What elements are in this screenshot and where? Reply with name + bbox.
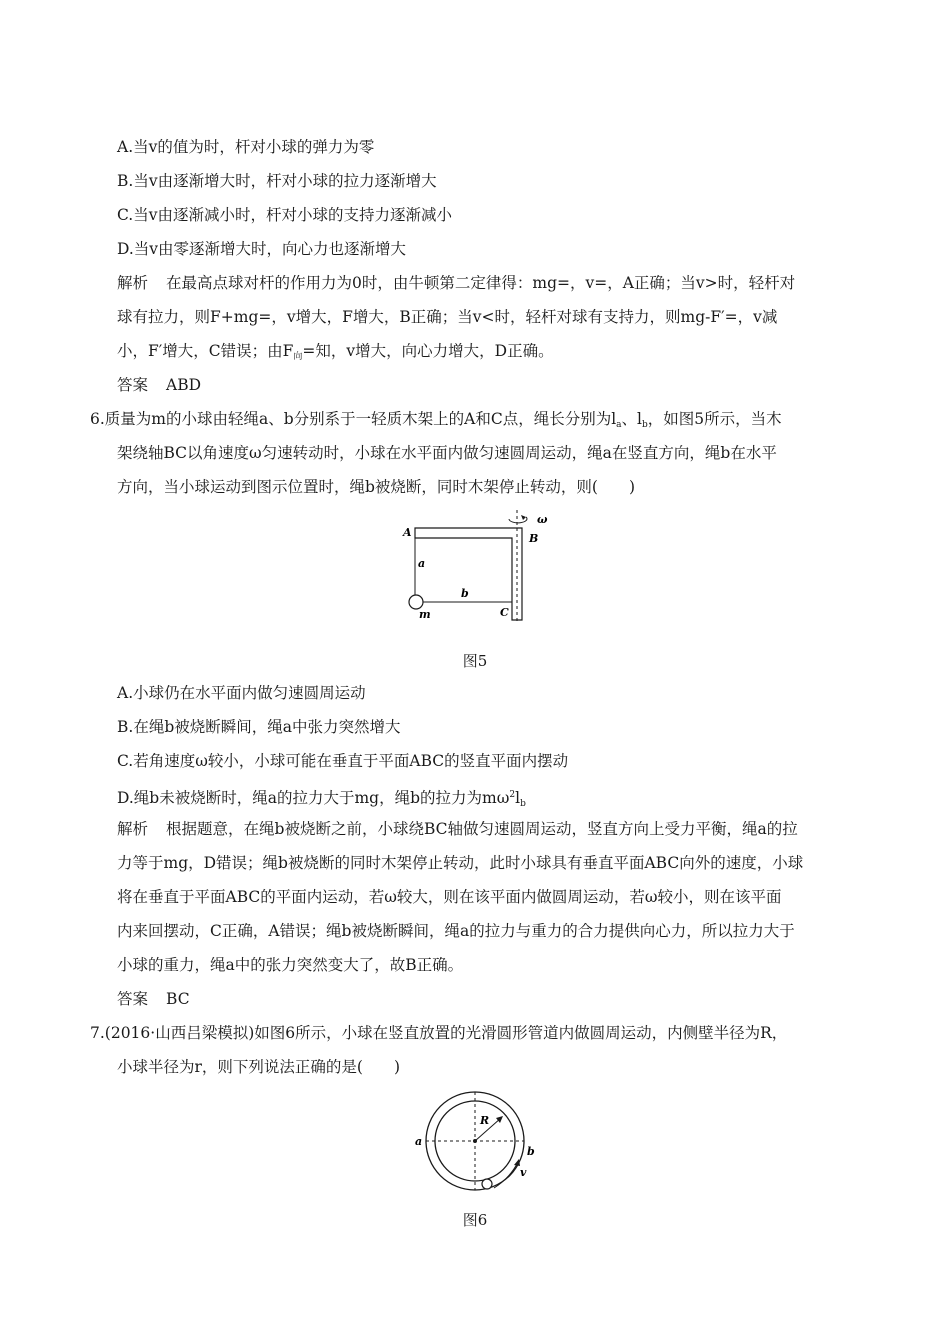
q6-analysis-label: 解析 — [117, 820, 149, 838]
q6-answer-value: BC — [166, 990, 190, 1008]
q6-stem-line-2: 架绕轴BC以角速度ω匀速转动时，小球在水平面内做匀速圆周运动，绳a在竖直方向，绳b在水平 — [117, 444, 777, 462]
q6-answer-label: 答案 — [117, 990, 149, 1008]
q5-analysis-line-3: 小，F′增大，C错误；由$F_向=$知，v增大，向心力增大，D正确。 — [117, 342, 554, 362]
label-R: R — [480, 1114, 490, 1127]
label-a: a — [415, 1135, 423, 1148]
q7-stem-line-2: 小球半径为r，则下列说法正确的是( ) — [117, 1058, 401, 1076]
q5-analysis-label: 解析 — [117, 274, 149, 292]
figure-6-caption: 图6 — [462, 1211, 488, 1229]
q6-answer — [117, 989, 190, 1009]
figure-5-caption: 图5 — [462, 652, 488, 670]
q6-option-a: A.小球仍在水平面内做匀速圆周运动 — [117, 684, 366, 702]
q5-option-c: C.当v由逐渐减小时，杆对小球的支持力逐渐减小 — [117, 206, 452, 224]
q5-analysis-line-2: 球有拉力，则F+mg=，v增大，F增大，B正确；当v<时，轻杆对球有支持力，则mg-F′=，v减 — [117, 308, 778, 326]
q6-option-b: B.在绳b被烧断瞬间，绳a中张力突然增大 — [117, 718, 401, 736]
q6-stem-line-3: 方向，当小球运动到图示位置时，绳b被烧断，同时木架停止转动，则( ) — [117, 478, 636, 496]
q7-stem-line-1: 7.(2016·山西吕梁模拟)如图6所示，小球在竖直放置的光滑圆形管道内做圆周运动，内侧壁半径为R， — [90, 1024, 788, 1042]
q6-option-d: D.绳b未被烧断时，绳a的拉力大于mg，绳b的拉力为$m\omega^2l_b$ — [117, 789, 526, 809]
q5-answer — [117, 375, 201, 395]
q6-stem-line-1: 6.质量为m的小球由轻绳a、b分别系于一轻质木架上的A和C点，绳长分别为$l_a$、$l_b$，如图5所示，当木 — [90, 410, 782, 430]
label-C: C — [500, 606, 509, 619]
q6-analysis-line-4: 内来回摆动，C正确，A错误；绳b被烧断瞬间，绳a的拉力与重力的合力提供向心力，所以拉力大于 — [117, 922, 795, 940]
ball — [482, 1179, 492, 1189]
q6-analysis-line-1: 解析 根据题意，在绳b被烧断之前，小球绕BC轴做匀速圆周运动，竖直方向上受力平衡，绳a的拉 — [117, 820, 798, 838]
ball — [409, 595, 423, 609]
q5-option-b: B.当v由逐渐增大时，杆对小球的拉力逐渐增大 — [117, 172, 437, 190]
label-A: A — [403, 526, 412, 539]
label-m: m — [419, 608, 431, 621]
label-v: v — [520, 1166, 527, 1179]
label-B: B — [529, 532, 539, 545]
q5-answer-label: 答案 — [117, 376, 149, 394]
figure-5 — [0, 505, 950, 645]
q5-answer-value: ABD — [166, 376, 202, 394]
label-b: b — [527, 1145, 535, 1158]
label-b: b — [461, 587, 469, 600]
q5-option-d: D.当v由零逐渐增大时，向心力也逐渐增大 — [117, 240, 407, 258]
label-a: a — [418, 557, 426, 570]
q6-analysis-line-3: 将在垂直于平面ABC的平面内运动，若ω较大，则在该平面内做圆周运动，若ω较小，则在该平面 — [117, 888, 782, 906]
q6-analysis-line-5: 小球的重力，绳a中的张力突然变大了，故B正确。 — [117, 956, 464, 974]
q5-option-a: A.当v的值为时，杆对小球的弹力为零 — [117, 138, 375, 156]
label-omega: ω — [537, 513, 548, 526]
q6-analysis-line-2: 力等于mg，D错误；绳b被烧断的同时木架停止转动，此时小球具有垂直平面ABC向外的速度，小球 — [117, 854, 804, 872]
figure-6 — [0, 1088, 950, 1198]
q5-analysis-line-1: 解析 在最高点球对杆的作用力为0时，由牛顿第二定律得：mg=，v=，A正确；当v>时，轻杆对 — [117, 274, 796, 292]
q6-option-c: C.若角速度ω较小，小球可能在垂直于平面ABC的竖直平面内摆动 — [117, 752, 569, 770]
